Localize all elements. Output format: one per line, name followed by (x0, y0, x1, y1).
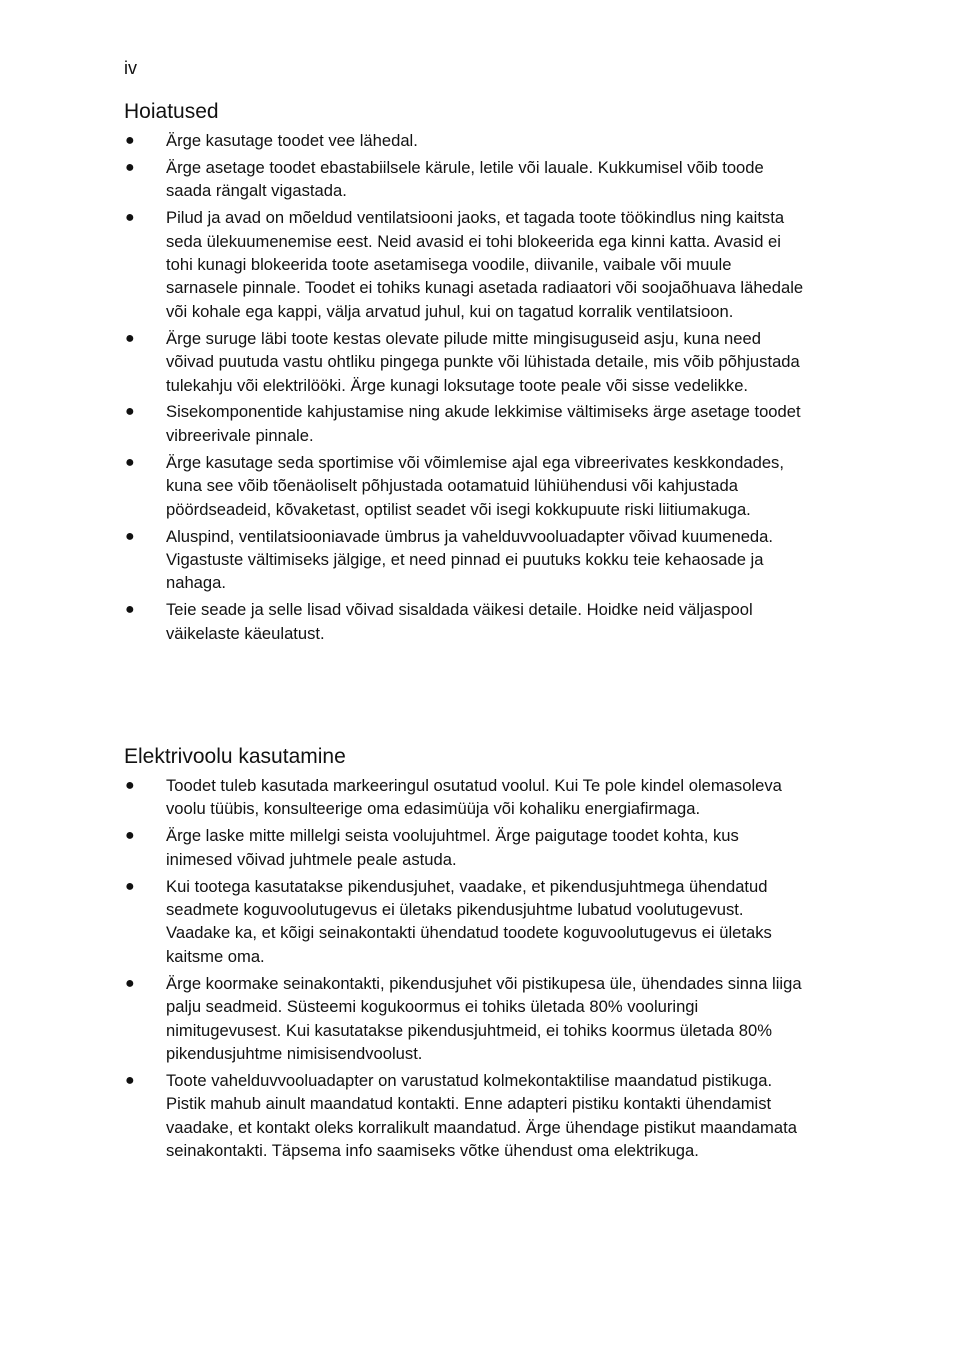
list-item-text: Toote vahelduvvooluadapter on varustatud kolmekontaktilise maandatud pistikuga. Pistik mahub ainult maandatud kontakti. Enne adapteri pistiku kontakti ühendamist vaadake, et kontakt oleks korralikult maandatud. Ärge ühendage pistikut maandamata seinakontakti. Täpsema info saamiseks võtke ühendust oma elektrikuga. (166, 1070, 797, 1161)
list-item (124, 525, 806, 595)
list-item (124, 824, 806, 871)
warnings-list (124, 129, 824, 645)
list-item-text: Ärge koormake seinakontakti, pikendusjuhet või pistikupesa üle, ühendades sinna liiga palju seadmeid. Süsteemi kogukoormus ei tohiks ületada 80% vooluringi nimitugevusest. Kui kasutatakse pikendusjuhtmeid, ei tohiks koormus ületada 80% pikendusjuhtme nimisisendvoolust. (166, 973, 802, 1063)
list-item (124, 451, 806, 521)
list-item-text: Ärge asetage toodet ebastabiilsele kärule, letile või lauale. Kukkumisel võib toode saada rängalt vigastada. (166, 157, 764, 201)
bullet-icon: ● (125, 403, 135, 421)
section-title-warnings: Hoiatused (124, 100, 219, 123)
bullet-icon: ● (125, 877, 135, 895)
section-warnings (124, 99, 824, 649)
list-item (124, 327, 806, 397)
list-item-text: Aluspind, ventilatsiooniavade ümbrus ja vahelduvvooluadapter võivad kuumeneda. Vigastuste vältimiseks jälgige, et need pinnad ei puutuks kokku teie kehaosade ja nahaga. (166, 526, 773, 593)
list-item-text: Sisekomponentide kahjustamise ning akude lekkimise vältimiseks ärge asetage toodet vibreerivale pinnale. (166, 402, 801, 445)
list-item (124, 206, 806, 323)
power-usage-list (124, 774, 824, 1163)
list-item-text: Pilud ja avad on mõeldud ventilatsiooni jaoks, et tagada toote töökindlus ning kaitsta seda ülekuumenemise eest. Neid avasid ei tohi blokeerida ega kinni katta. Avasid ei tohi kunagi blokeerida toote asetamisega voodile, diivanile, vaibale või muule sarnasele pinnale. Toodet ei tohiks kunagi asetada radiaatori või soojaõhuava lähedale või kohale ega kappi, välja arvatud juhul, kui on tagatud korralik ventilatsioon. (166, 208, 804, 321)
list-item (124, 774, 806, 821)
list-item (124, 972, 806, 1066)
bullet-icon: ● (125, 132, 135, 149)
list-item (124, 875, 806, 969)
bullet-icon: ● (125, 601, 135, 619)
list-item-text: Ärge kasutage toodet vee lähedal. (166, 131, 418, 150)
bullet-icon: ● (125, 974, 135, 992)
list-item (124, 598, 806, 645)
section-power-usage (124, 744, 824, 1166)
list-item-text: Ärge kasutage seda sportimise või võimlemise ajal ega vibreerivates keskkondades, kuna see võib tõenäoliselt põhjustada ootamatuid lühiühendusi või kahjustada pöördseadeid, kõvaketast, optilist seadet või isegi kokkupuute riski liitiumakuga. (166, 452, 784, 519)
bullet-icon: ● (125, 453, 135, 471)
list-item-text: Toodet tuleb kasutada markeeringul osutatud voolul. Kui Te pole kindel olemasoleva voolu tüübis, konsulteerige oma edasimüüja või kohaliku energiafirmaga. (166, 776, 782, 819)
list-item (124, 129, 806, 152)
bullet-icon: ● (125, 329, 135, 347)
bullet-icon: ● (125, 209, 135, 227)
bullet-icon: ● (125, 777, 135, 794)
bullet-icon: ● (125, 1071, 135, 1089)
bullet-icon: ● (125, 527, 135, 545)
list-item (124, 156, 806, 203)
list-item-text: Ärge laske mitte millelgi seista voolujuhtmel. Ärge paigutage toodet kohta, kus inimesed võivad juhtmele peale astuda. (166, 826, 739, 869)
bullet-icon: ● (125, 827, 135, 845)
bullet-icon: ● (125, 158, 135, 176)
list-item (124, 400, 806, 447)
list-item-text: Teie seade ja selle lisad võivad sisaldada väikesi detaile. Hoidke neid väljaspool väikelaste käeulatust. (166, 600, 753, 643)
page-number: iv (124, 58, 137, 78)
list-item (124, 1069, 806, 1163)
list-item-text: Ärge suruge läbi toote kestas olevate pilude mitte mingisuguseid asju, kuna need võivad puutuda vastu ohtliku pingega punkte või lühistada detaile, mis võib põhjustada tulekahju või elektrilööki. Ärge kunagi loksutage toote peale või sisse vedelikke. (166, 328, 800, 395)
section-title-power-usage: Elektrivoolu kasutamine (124, 745, 346, 768)
list-item-text: Kui tootega kasutatakse pikendusjuhet, vaadake, et pikendusjuhtmega ühendatud seadmete koguvoolutugevus ei ületaks pikendusjuhtme lubatud voolutugevust. Vaadake ka, et kõigi seinakontakti ühendatud toodete koguvoolutugevus ei ületaks kaitsme oma. (166, 876, 772, 966)
